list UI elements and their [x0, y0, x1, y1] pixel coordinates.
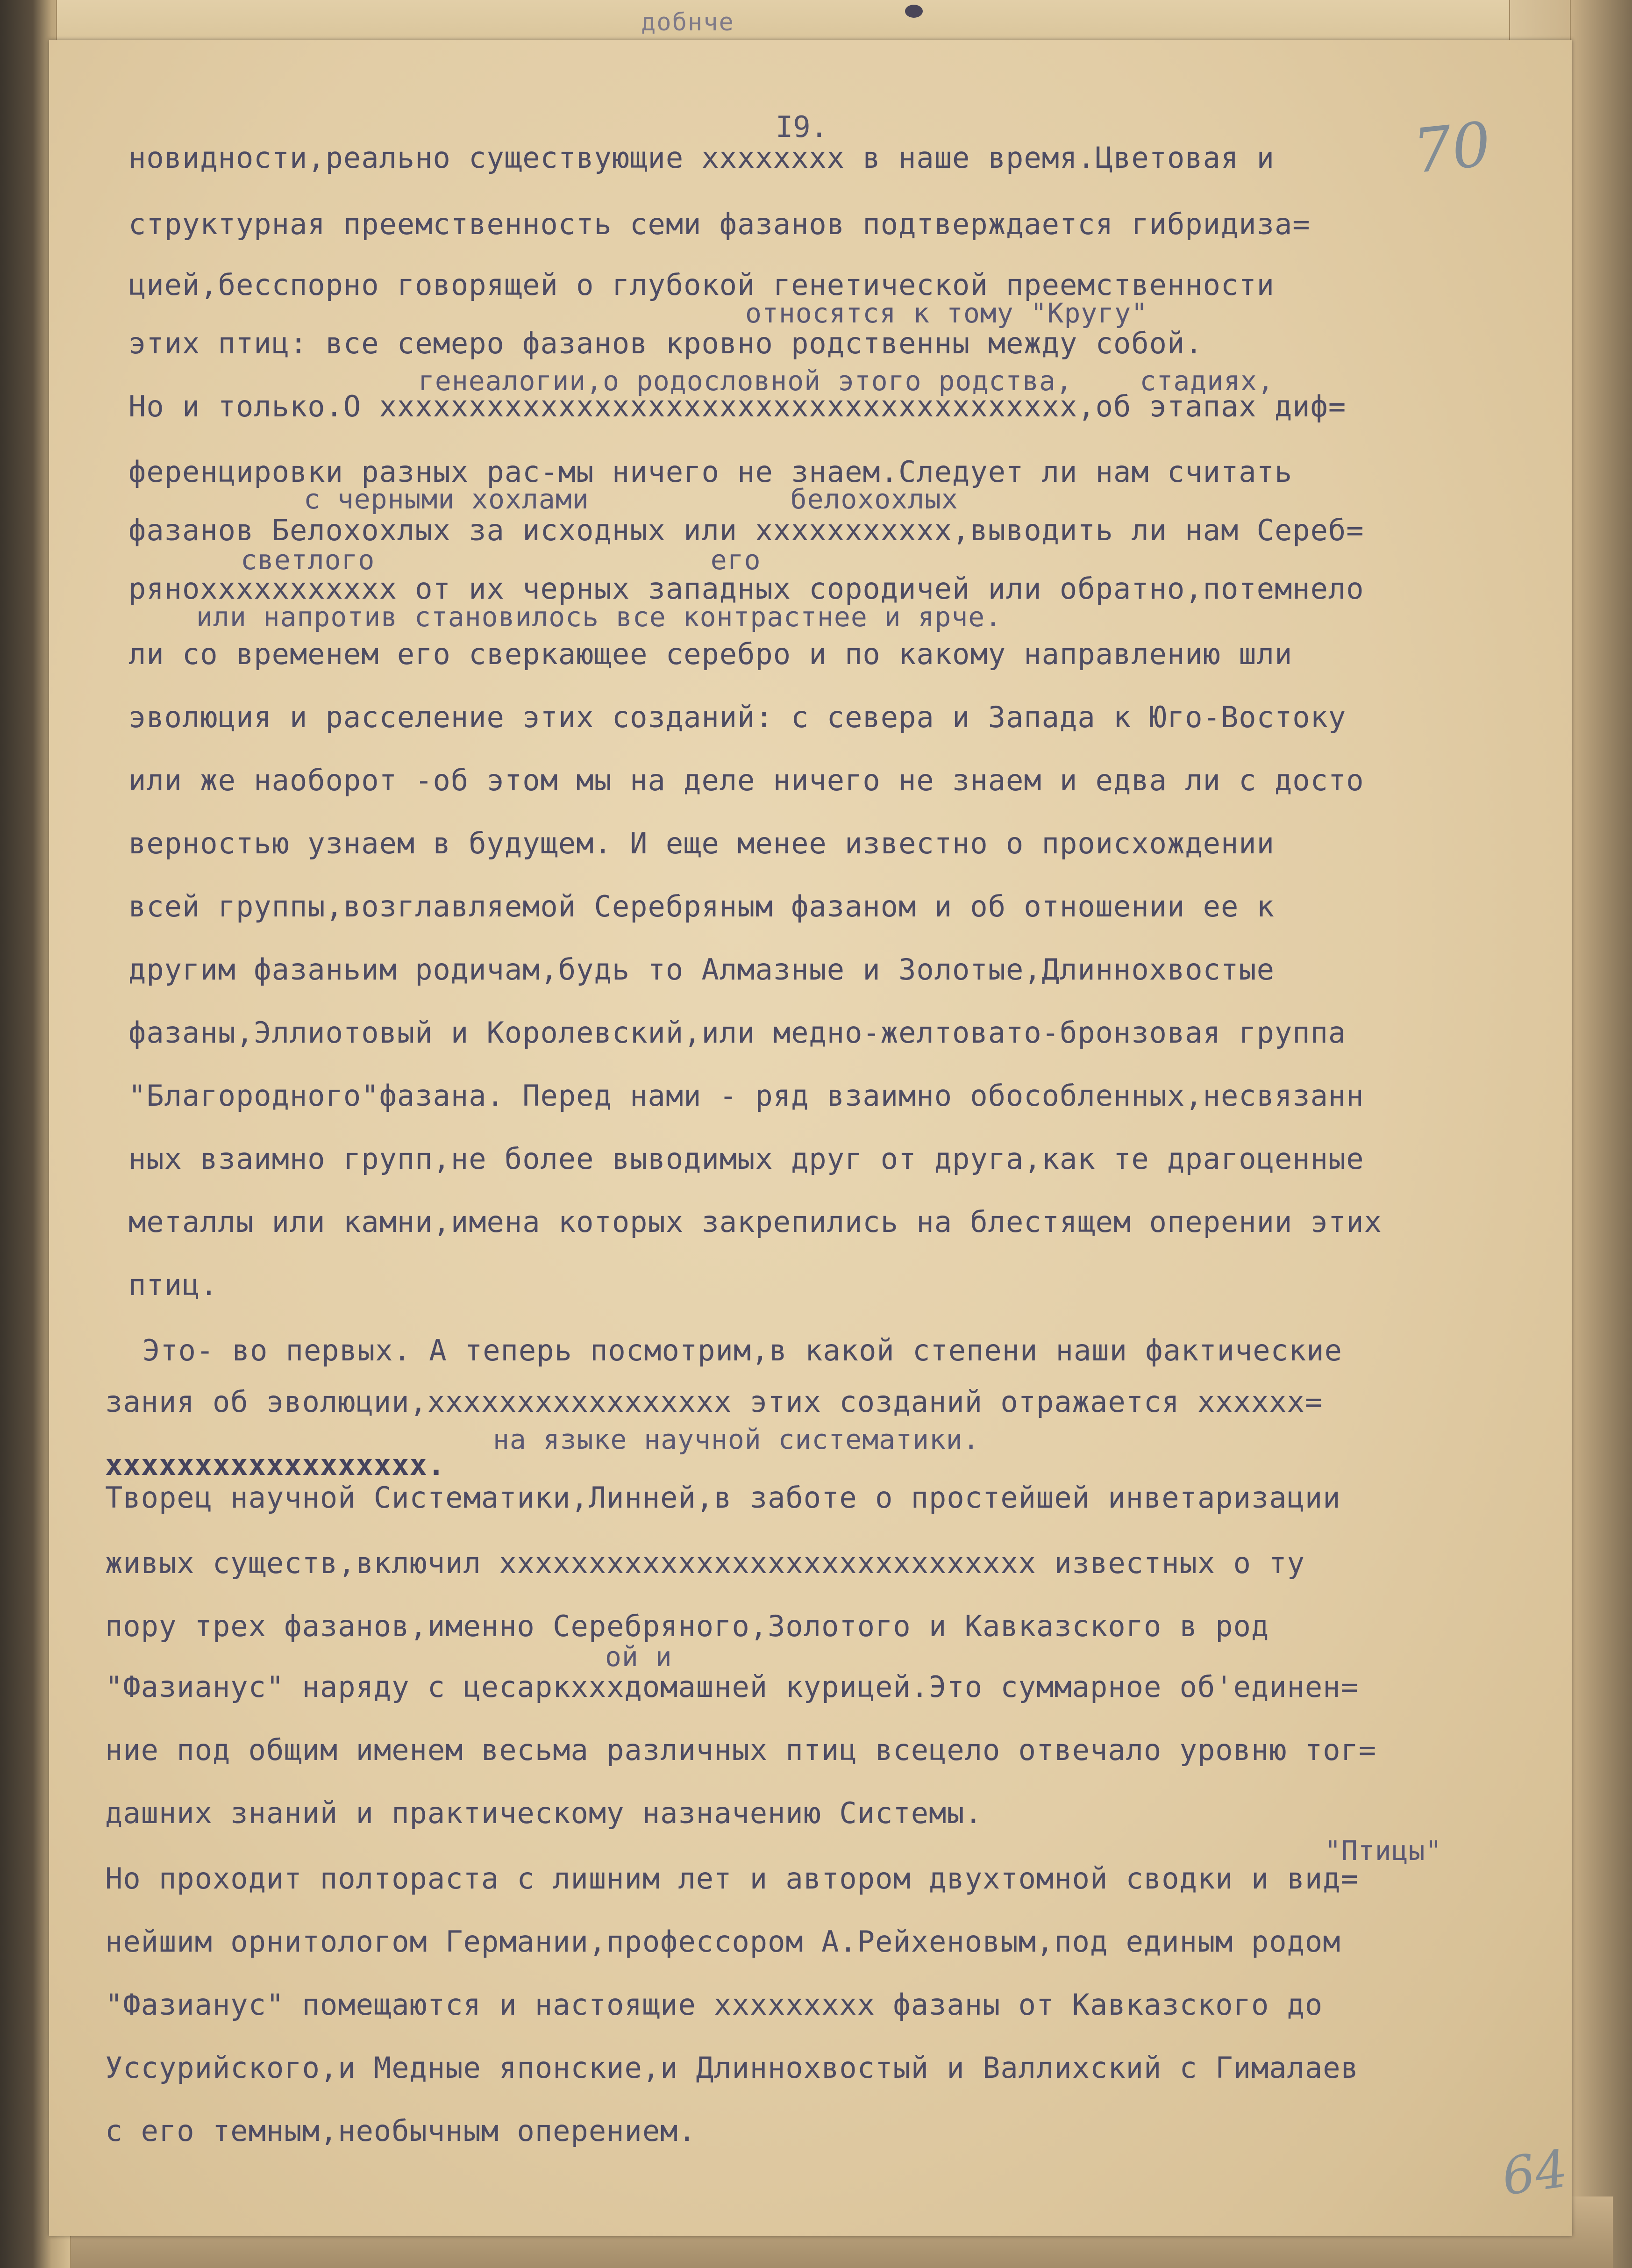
text-line: живых существ,включил хххххххххххххххххххххххххххххх известных о ту [105, 1546, 1305, 1580]
inserted-text-line: светлого его [241, 544, 761, 576]
text-line: птиц. [128, 1268, 218, 1302]
page-number: I9. [776, 110, 828, 144]
text-line: "Фазианус" наряду с цесаркхххдомашней курицей.Это суммарное об'единен= [105, 1670, 1359, 1704]
text-line: Но проходит полтораста с лишним лет и автором двухтомной сводки и вид= [105, 1861, 1359, 1896]
text-line: зания об эволюции,ххххххххххххххххх этих созданий отражается хххххх= [105, 1385, 1323, 1419]
text-line: Творец научной Систематики,Линней,в заботе о простейшей инветаризации [105, 1481, 1341, 1515]
text-line: Это- во первых. А теперь посмотрим,в какой степени наши фактические [143, 1333, 1342, 1367]
typewritten-page [49, 40, 1572, 2236]
struck-text-line: хххххххххххххххххх. [105, 1448, 446, 1482]
inserted-text-line: генеалогии,о родословной этого родства, стадиях, [418, 365, 1274, 397]
text-line: цией,бесспорно говорящей о глубокой генетической преемственности [128, 268, 1275, 302]
inserted-text-line: с черными хохлами белохохлых [304, 483, 958, 515]
text-line: структурная преемственность семи фазанов подтверждается гибридиза= [128, 207, 1311, 241]
text-line: ряноххххххххххх от их черных западных сородичей или обратно,потемнело [128, 572, 1364, 606]
text-line: ференцировки разных рас-мы ничего не знаем.Следует ли нам считать [128, 455, 1293, 489]
text-line: новидности,реально существующие хххххххх в наше время.Цветовая и [128, 141, 1275, 175]
ink-blot [905, 5, 923, 18]
text-line: или же наоборот -об этом мы на деле ничего не знаем и едва ли с досто [128, 763, 1364, 797]
text-line: дашних знаний и практическому назначению Системы. [105, 1796, 983, 1830]
text-line: ных взаимно групп,не более выводимых друг от друга,как те драгоценные [128, 1142, 1364, 1176]
text-line: эволюция и расселение этих созданий: с севера и Запада к Юго-Востоку [128, 700, 1347, 734]
text-line: верностью узнаем в будущем. И еще менее известно о происхождении [128, 826, 1275, 860]
underlying-sheet-right-back [1570, 0, 1632, 2268]
text-line: нейшим орнитологом Германии,профессором А.Рейхеновым,под единым родом [105, 1925, 1341, 1959]
inserted-text-line: или напротив становилось все контрастнее и ярче. [196, 601, 1002, 633]
text-line: всей группы,возглавляемой Серебряным фазаном и об отношении ее к [128, 889, 1275, 923]
top-note: добнче [641, 8, 734, 36]
text-line: фазанов Белохохлых за исходных или ххххххххххх,выводить ли нам Сереб= [128, 513, 1364, 547]
inserted-text-line: относятся к тому "Кругу" [745, 297, 1148, 329]
text-line: "Фазианус" помещаются и настоящие ххххххххх фазаны от Кавказского до [105, 1988, 1323, 2022]
text-line: этих птиц: все семеро фазанов кровно родственны между собой. [128, 326, 1203, 360]
inserted-text-line: "Птицы" [1325, 1835, 1442, 1867]
text-line: "Благородного"фазана. Перед нами - ряд взаимно обособленных,несвязанн [128, 1079, 1364, 1113]
inserted-text-line: ой и [605, 1641, 672, 1673]
text-line: Но и только.О ххххххххххххххххххххххххххххххххххххххх,об этапах диф= [128, 389, 1347, 423]
text-line: другим фазаньим родичам,будь то Алмазные и Золотые,Длиннохвостые [128, 952, 1275, 987]
inserted-text-line: на языке научной систематики. [493, 1424, 980, 1455]
text-line: с его темным,необычным оперением. [105, 2114, 696, 2148]
text-line: фазаны,Эллиотовый и Королевский,или медно-желтовато-бронзовая группа [128, 1016, 1347, 1050]
text-line: Уссурийского,и Медные японские,и Длиннохвостый и Валлихский с Гималаев [105, 2051, 1359, 2085]
text-line: ние под общим именем весьма различных птиц всецело отвечало уровню тог= [105, 1733, 1377, 1767]
pencil-folio-number: 70 [1410, 108, 1494, 187]
text-line: металлы или камни,имена которых закрепились на блестящем оперении этих [128, 1205, 1382, 1239]
text-line: пору трех фазанов,именно Серебряного,Золотого и Кавказского в род [105, 1609, 1269, 1643]
pencil-archive-number: 64 [1498, 2138, 1572, 2207]
text-line: ли со временем его сверкающее серебро и по какому направлению шли [128, 637, 1293, 671]
